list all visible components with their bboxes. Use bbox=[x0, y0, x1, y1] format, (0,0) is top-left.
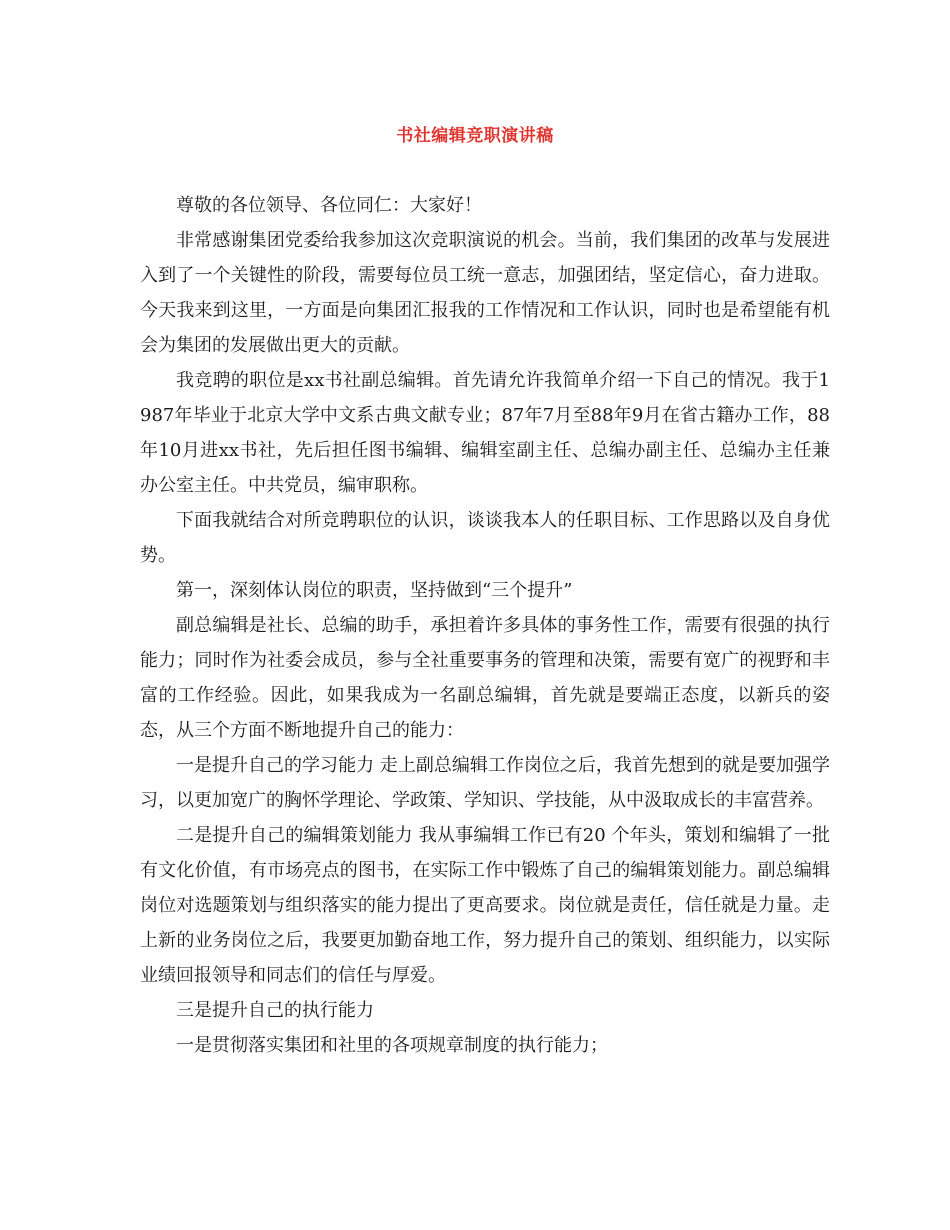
paragraph-regulations: 一是贯彻落实集团和社里的各项规章制度的执行能力； bbox=[176, 1035, 608, 1056]
document-body bbox=[140, 188, 830, 1063]
paragraph-learning: 一是提升自己的学习能力 走上副总编辑工作岗位之后，我首先想到的就是要加强学习，以更加宽广的胸怀学理论、学政策、学知识、学技能，从中汲取成长的丰富营养。 bbox=[140, 755, 830, 811]
paragraph-outline: 下面我就结合对所竞聘职位的认识，谈谈我本人的任职目标、工作思路以及自身优势。 bbox=[140, 510, 830, 566]
paragraph-execution: 三是提升自己的执行能力 bbox=[176, 1000, 374, 1021]
document-title: 书社编辑竞职演讲稿 bbox=[396, 126, 554, 146]
paragraph-introduction: 我竞聘的职位是xx书社副总编辑。首先请允许我简单介绍一下自己的情况。我于1987年毕业于北京大学中文系古典文献专业；87年7月至88年9月在省古籍办工作，88年10月进xx书社，先后担任图书编辑、编辑室副主任、总编办副主任、总编办主任兼办公室主任。中共党员，编审职称。 bbox=[140, 370, 830, 496]
paragraph-editing: 二是提升自己的编辑策划能力 我从事编辑工作已有20 个年头，策划和编辑了一批有文化价值，有市场亮点的图书，在实际工作中锻炼了自己的编辑策划能力。副总编辑岗位对选题策划与组织落实的能力提出了更高要求。岗位就是责任，信任就是力量。走上新的业务岗位之后，我要更加勤奋地工作，努力提升自己的策划、组织能力，以实际业绩回报领导和同志们的信任与厚爱。 bbox=[140, 825, 830, 986]
paragraph-heading-first: 第一，深刻体认岗位的职责，坚持做到“三个提升” bbox=[176, 580, 573, 601]
paragraph-greeting: 尊敬的各位领导、各位同仁：大家好！ bbox=[176, 195, 482, 216]
paragraph-thanks: 非常感谢集团党委给我参加这次竞职演说的机会。当前，我们集团的改革与发展进入到了一个关键性的阶段，需要每位员工统一意志，加强团结，坚定信心，奋力进取。今天我来到这里，一方面是向集团汇报我的工作情况和工作认识，同时也是希望能有机会为集团的发展做出更大的贡献。 bbox=[140, 230, 830, 356]
paragraph-role-description: 副总编辑是社长、总编的助手，承担着许多具体的事务性工作，需要有很强的执行能力；同时作为社委会成员，参与全社重要事务的管理和决策，需要有宽广的视野和丰富的工作经验。因此，如果我成为一名副总编辑，首先就是要端正态度，以新兵的姿态，从三个方面不断地提升自己的能力： bbox=[140, 615, 830, 741]
